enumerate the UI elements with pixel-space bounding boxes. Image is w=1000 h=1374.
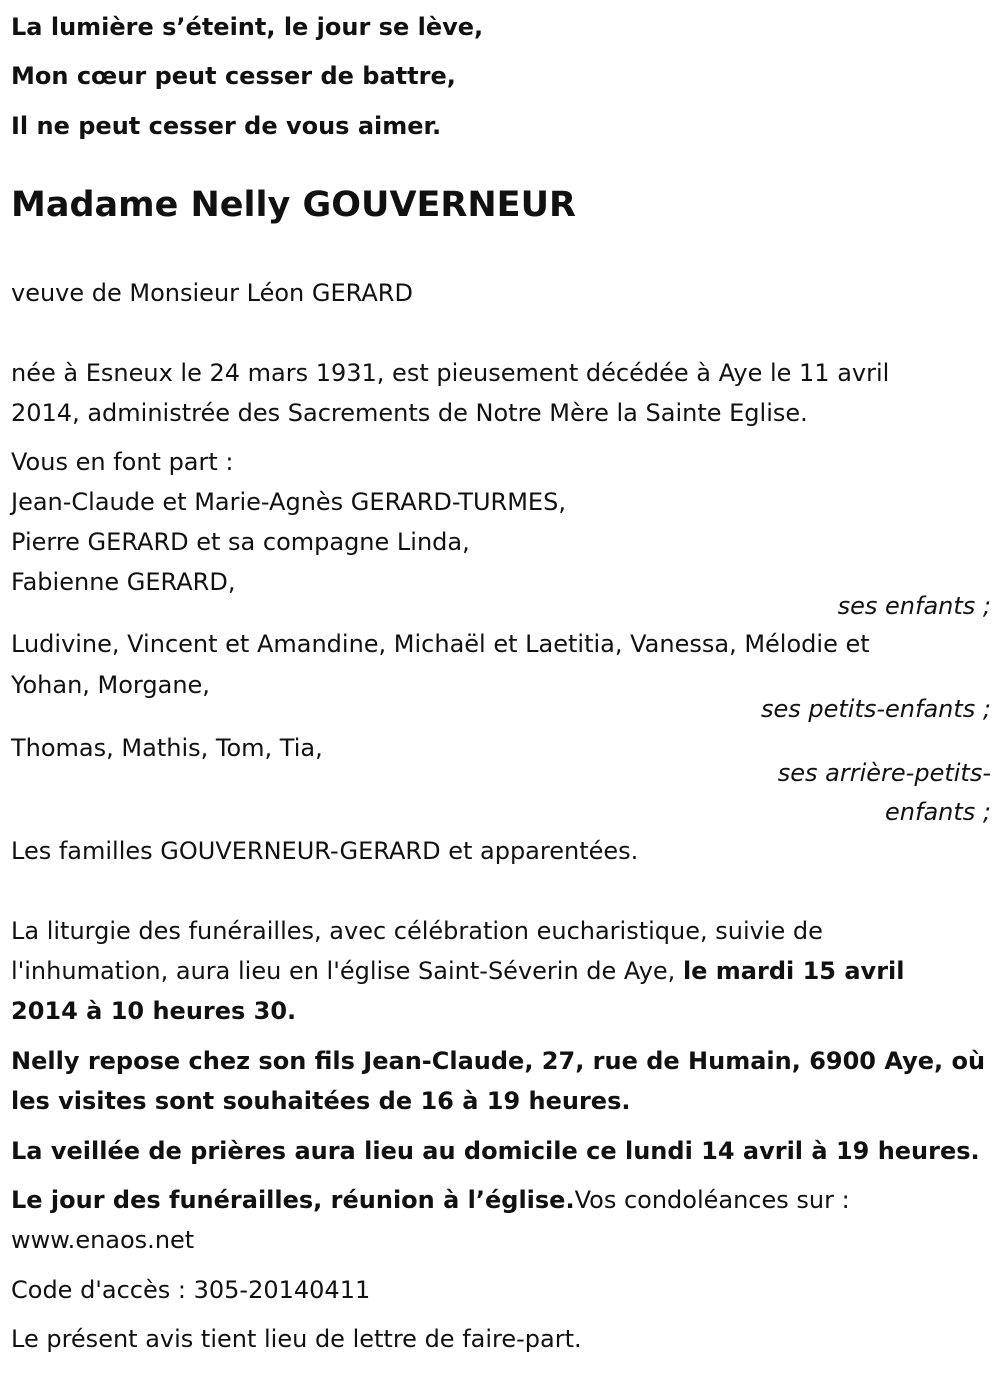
rests-line-1: Nelly repose chez son fils Jean-Claude, 27, rue de Humain, 6900 Aye, où: [11, 1047, 986, 1075]
children-label: ses enfants ;: [837, 592, 991, 620]
great-grandchildren-label-1: ses arrière-petits-: [777, 759, 991, 787]
child-2: Pierre GERARD et sa compagne Linda,: [11, 528, 470, 556]
poem-line-3: Il ne peut cesser de vous aimer.: [11, 112, 442, 140]
grandchildren-line-1: Ludivine, Vincent et Amandine, Michaël et Laetitia, Vanessa, Mélodie et: [11, 630, 870, 658]
birth-death-line-2: 2014, administrée des Sacrements de Notre Mère la Sainte Eglise.: [11, 399, 808, 427]
great-grandchildren: Thomas, Mathis, Tom, Tia,: [11, 734, 323, 762]
child-1: Jean-Claude et Marie-Agnès GERARD-TURMES,: [11, 488, 566, 516]
announce-intro: Vous en font part :: [11, 448, 234, 476]
grandchildren-line-2: Yohan, Morgane,: [11, 671, 210, 699]
widow-of: veuve de Monsieur Léon GERARD: [11, 279, 413, 307]
liturgy-date: le mardi 15 avril: [682, 957, 905, 985]
funeral-day: [11, 1185, 850, 1215]
funeral-day-bold: Le jour des funérailles, réunion à l’église.: [11, 1186, 575, 1214]
great-grandchildren-label-2: enfants ;: [885, 798, 991, 826]
birth-death-line-1: née à Esneux le 24 mars 1931, est pieusement décédée à Aye le 11 avril: [11, 359, 890, 387]
poem-line-1: La lumière s’éteint, le jour se lève,: [11, 13, 484, 41]
liturgy-line-2-text: l'inhumation, aura lieu en l'église Saint-Séverin de Aye,: [11, 957, 683, 985]
grandchildren-label: ses petits-enfants ;: [760, 695, 991, 723]
condolences-text: Vos condoléances sur :: [574, 1186, 850, 1214]
rests-line-2: les visites sont souhaitées de 16 à 19 heures.: [11, 1087, 631, 1115]
deceased-name: Madame Nelly GOUVERNEUR: [11, 185, 576, 225]
closing-note: Le présent avis tient lieu de lettre de faire-part.: [11, 1325, 582, 1353]
access-code: Code d'accès : 305-20140411: [11, 1276, 371, 1304]
liturgy-line-1: La liturgie des funérailles, avec célébration eucharistique, suivie de: [11, 917, 823, 945]
website-link[interactable]: www.enaos.net: [11, 1226, 195, 1254]
poem-line-2: Mon cœur peut cesser de battre,: [11, 62, 456, 90]
child-3: Fabienne GERARD,: [11, 568, 236, 596]
liturgy-time: 2014 à 10 heures 30.: [11, 997, 297, 1025]
families: Les familles GOUVERNEUR-GERARD et apparentées.: [11, 837, 639, 865]
liturgy-line-2: [11, 956, 904, 986]
vigil: La veillée de prières aura lieu au domicile ce lundi 14 avril à 19 heures.: [11, 1137, 980, 1165]
